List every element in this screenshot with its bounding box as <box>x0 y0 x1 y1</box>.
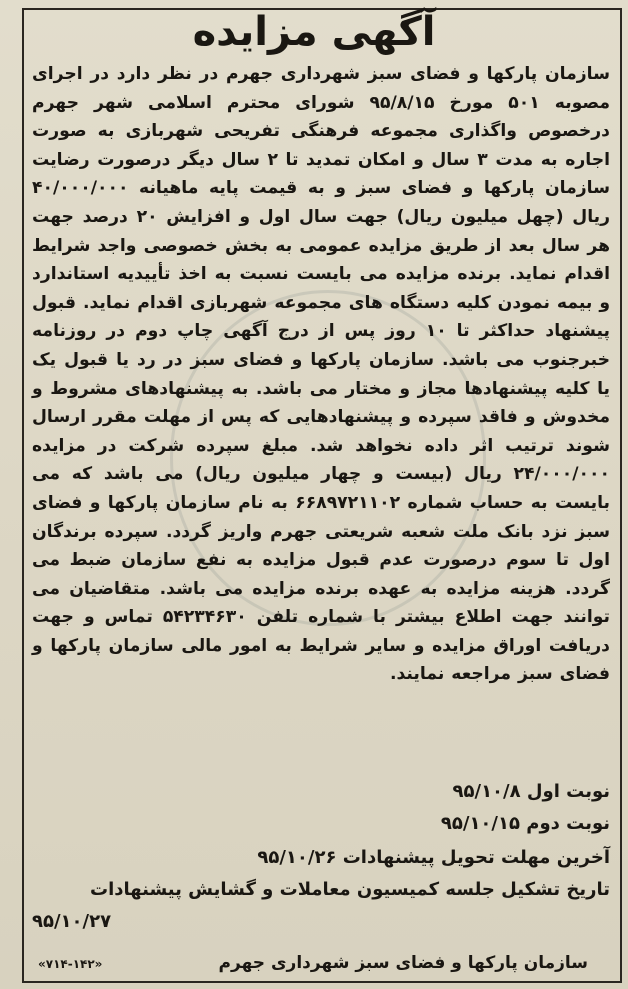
issuer-signature: سازمان پارکها و فضای سبز شهرداری جهرم <box>218 953 588 973</box>
notice-body: سازمان پارکها و فضای سبز شهرداری جهرم در نظر دارد در اجرای مصوبه ۵۰۱ مورخ ۹۵/۸/۱۵ شورای محترم اسلامی شهر جهرم درخصوص واگذاری مجموعه فرهنگی تفریحی شهربازی به صورت اجاره به مدت ۳ سال و امکان تمدید تا ۲ سال دیگر درصورت رضایت سازمان پارکها و فضای سبز و به قیمت پایه ماهیانه ۴۰/۰۰۰/۰۰۰ ریال (چهل میلیون ریال) جهت سال اول و افزایش ۲۰ درصد جهت هر سال بعد از طریق مزایده عمومی به بخش خصوصی واجد شرایط اقدام نماید. برنده مزایده می بایست نسبت به اخذ تأییدیه استاندارد و بیمه نمودن کلیه دستگاه های مجموعه شهربازی اقدام نماید. قبول پیشنهاد حداکثر تا ۱۰ روز پس از درج آگهی چاپ دوم در روزنامه خبرجنوب می باشد. سازمان پارکها و فضای سبز در رد یا قبول یک یا کلیه پیشنهادها مجاز و مختار می باشد. به پیشنهادهای مشروط و مخدوش و فاقد سپرده و پیشنهادهایی که پس از مهلت مقرر ارسال شوند ترتیب اثر داده نخواهد شد. مبلغ سپرده شرکت در مزایده ۲۴/۰۰۰/۰۰۰ ریال (بیست و چهار میلیون ریال) می باشد که می بایست به حساب شماره ۶۶۸۹۷۲۱۱۰۲ به نام سازمان پارکها و فضای سبز نزد بانک ملت شعبه شریعتی جهرم واریز گردد. سپرده برندگان اول تا سوم درصورت عدم قبول مزایده به نفع سازمان ضبط می گردد. هزینه مزایده به عهده برنده مزایده می باشد. متقاضیان می توانند جهت اطلاع بیشتر با شماره تلفن ۵۴۲۳۴۶۳۰ تماس و جهت دریافت اوراق مزایده و سایر شرایط به امور مالی سازمان پارکها و فضای سبز مراجعه نمایند. <box>32 64 611 685</box>
submission-deadline-date: ۹۵/۱۰/۲۶ <box>257 847 337 868</box>
second-publication-date: ۹۵/۱۰/۱۵ <box>440 813 520 834</box>
notice-title: آگهی مزایده <box>192 9 436 55</box>
submission-deadline-label: آخرین مهلت تحویل پیشنهادات <box>342 847 610 868</box>
first-publication <box>453 778 610 806</box>
first-publication-date: ۹۵/۱۰/۸ <box>452 781 521 802</box>
submission-deadline <box>257 844 610 872</box>
second-publication-label: نوبت دوم <box>526 813 610 834</box>
commission-meeting-label: تاریخ تشکیل جلسه کمیسیون معاملات و گشایش پیشنهادات <box>90 879 610 900</box>
reference-number: «۷۱۴-۱۴۲» <box>38 957 103 971</box>
commission-meeting-date-row <box>32 908 111 936</box>
second-publication <box>441 810 610 838</box>
commission-meeting <box>32 876 610 904</box>
first-publication-label: نوبت اول <box>526 781 610 802</box>
commission-meeting-date: ۹۵/۱۰/۲۷ <box>32 911 112 932</box>
